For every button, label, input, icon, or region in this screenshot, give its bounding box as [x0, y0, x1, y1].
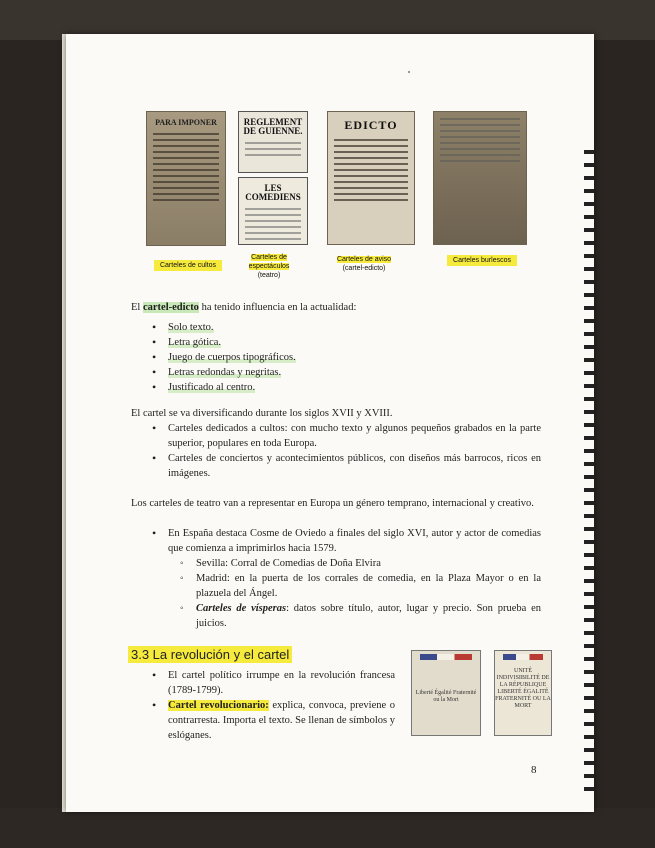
- poster-image-espectaculos-bottom: [238, 177, 308, 245]
- poster-title: REGLEMENT DE GUIENNE.: [243, 117, 303, 136]
- list-item-text: Juego de cuerpos tipográficos.: [168, 352, 296, 363]
- caption-espectaculos: [236, 252, 302, 281]
- poster-title: PARA IMPONER: [155, 118, 217, 127]
- list-item: • Carteles de conciertos y acontecimientos públicos, con diseños más barrocos, ricos en imágenes.: [150, 451, 541, 481]
- sublist-text: : datos sobre título, autor, lugar y precio. Son prueba en juicios.: [196, 603, 541, 629]
- page-number: 8: [531, 764, 537, 776]
- caption-line: (cartel-edicto): [342, 265, 386, 272]
- caption-burlescos: Carteles burlescos: [447, 255, 517, 266]
- list-item: [150, 350, 530, 365]
- paragraph-2: El cartel se va diversificando durante los siglos XVII y XVIII.: [131, 408, 393, 419]
- list-item: [150, 380, 530, 395]
- poster-image-cultos: [146, 111, 226, 246]
- poster-title: EDICTO: [344, 118, 398, 132]
- caption-aviso: [325, 254, 403, 274]
- spiral-binding: [584, 150, 594, 800]
- paragraph-3: Los carteles de teatro van a representar en Europa un género temprano, internacional y creativo.: [131, 498, 534, 509]
- list-item: • Carteles dedicados a cultos: con mucho texto y algunos pequeños grabados en la parte superior, populares en toda Europa.: [150, 421, 541, 451]
- list-item: [150, 698, 395, 743]
- list-item-text: Solo texto.: [168, 322, 214, 333]
- list-item: • En España destaca Cosme de Oviedo a finales del siglo XVI, autor y actor de comedias que comienza a imprimirlos hacia 1579.: [150, 526, 541, 556]
- intro-paragraph: [131, 300, 531, 315]
- poster-text: UNITÉ INDIVISIBILITÉ DE LA RÉPUBLIQUE LIBERTÉ ÉGALITÉ FRATERNITÉ OU LA MORT: [495, 668, 551, 709]
- caption-cultos: Carteles de cultos: [154, 260, 222, 271]
- section-heading: 3.3 La revolución y el cartel: [128, 646, 292, 663]
- list-item-text: Letra gótica.: [168, 337, 222, 348]
- para3-sublist: [178, 556, 541, 631]
- poster-image-edicto: [327, 111, 415, 245]
- background-bottom: [0, 808, 655, 848]
- para3-list: [150, 526, 541, 556]
- edicto-list: [150, 320, 530, 395]
- revolution-poster-2: [494, 650, 552, 736]
- tricolor-flag-icon: [503, 654, 543, 660]
- para2-list: [150, 421, 541, 481]
- caption-line: (teatro): [257, 272, 281, 279]
- list-text: explica, convoca, previene o contrarresta. Importa el texto. Se llenan de símbolos y eslóganes.: [168, 700, 395, 741]
- intro-text: El: [131, 302, 143, 313]
- sublist-item: ◦ Madrid: en la puerta de los corrales de comedia, en la Plaza Mayor o en la plazuela del Ángel.: [178, 571, 541, 601]
- tricolor-flag-icon: [420, 654, 472, 660]
- poster-image-burlescos: [433, 111, 527, 245]
- section-list: [150, 668, 395, 743]
- speck: [408, 71, 410, 73]
- caption-line: Carteles de aviso: [336, 256, 392, 263]
- caption-line: Carteles de: [251, 254, 287, 261]
- list-item-text: Letras redondas y negritas.: [168, 367, 282, 378]
- poster-title: LES COMEDIENS: [245, 183, 301, 202]
- intro-bold: cartel-edicto: [142, 302, 199, 313]
- caption-line: espectáculos: [248, 263, 290, 270]
- list-item: [150, 320, 530, 335]
- poster-image-espectaculos-top: [238, 111, 308, 173]
- sublist-bold: Carteles de vísperas: [196, 603, 287, 614]
- sublist-item: [178, 601, 541, 631]
- sublist-item: ◦ Sevilla: Corral de Comedias de Doña Elvira: [178, 556, 541, 571]
- list-item: [150, 335, 530, 350]
- list-item-text: Justificado al centro.: [168, 382, 256, 393]
- revolution-poster-1: [411, 650, 481, 736]
- list-item: [150, 365, 530, 380]
- intro-text: ha tenido influencia en la actualidad:: [198, 302, 357, 313]
- list-item: • El cartel político irrumpe en la revolución francesa (1789-1799).: [150, 668, 395, 698]
- list-bold: Cartel revolucionario:: [168, 700, 269, 711]
- poster-text: Liberté Égalité Fraternité ou la Mort: [415, 690, 477, 703]
